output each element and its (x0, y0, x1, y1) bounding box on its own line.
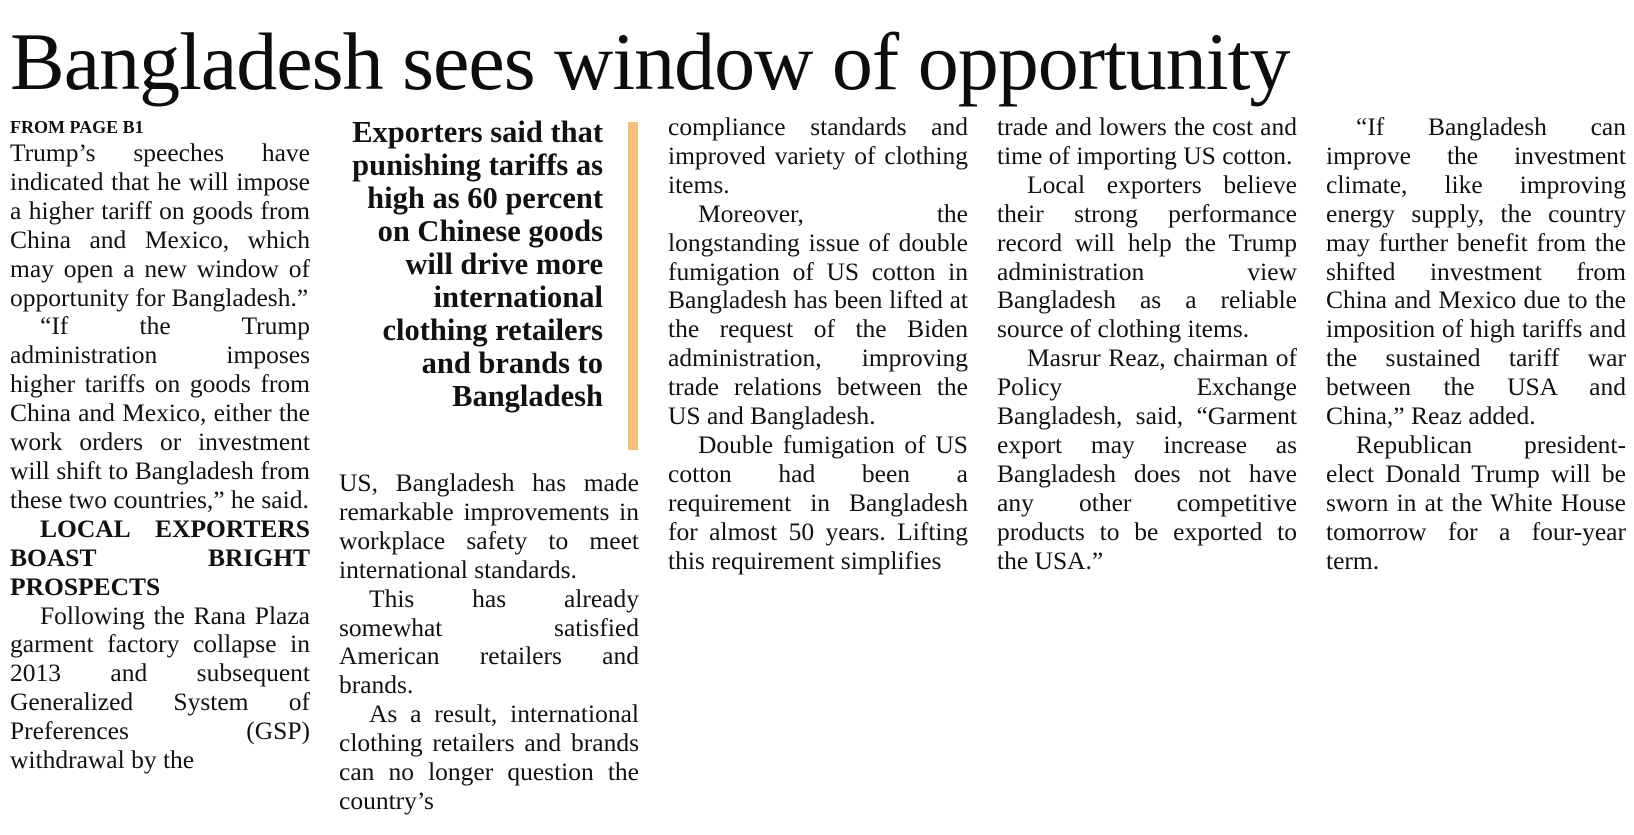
paragraph: As a result, international clothing retailers and brands can no longer question the country’s (339, 699, 639, 815)
headline: Bangladesh sees window of opportunity (10, 16, 1290, 107)
paragraph: Republican president-elect Donald Trump will be sworn in at the White House tomorrow for a four-year term. (1326, 429, 1626, 575)
paragraph: This has already somewhat satisfied American retailers and brands. (339, 583, 639, 700)
pull-quote-accent-bar (628, 122, 638, 450)
article-column-3 (668, 113, 968, 576)
article-column-5 (1326, 113, 1626, 576)
paragraph: compliance standards and improved variety of clothing items. (668, 112, 968, 199)
paragraph: Double fumigation of US cotton had been a requirement in Bangladesh for almost 50 years. Lifting this requirement simplifies (668, 429, 968, 575)
paragraph: Trump’s speeches have indicated that he will impose a higher tariff on goods from China and Mexico, which may open a new window of opportunity for Bangladesh.” (10, 138, 310, 312)
article-column-1 (10, 113, 310, 775)
paragraph: trade and lowers the cost and time of importing US cotton. (997, 112, 1297, 170)
paragraph: Moreover, the longstanding issue of double fumigation of US cotton in Bangladesh has been lifted at the request of the Biden administration, improving trade relations between the US and Bangladesh. (668, 198, 968, 431)
paragraph: Following the Rana Plaza garment factory collapse in 2013 and subsequent Generalized System of Preferences (GSP) withdrawal by the (10, 600, 310, 775)
paragraph: Masrur Reaz, chairman of Policy Exchange Bangladesh, said, “Garment export may increase as Bangladesh does not have any other competitive products to be exported to the USA.” (997, 343, 1297, 575)
section-subhead: LOCAL EXPORTERS BOAST BRIGHT PROSPECTS (10, 513, 310, 601)
paragraph: “If Bangladesh can improve the investment climate, like improving energy supply, the country may further benefit from the shifted investment from China and Mexico due to the imposition of high tariffs and the sustained tariff war between the USA and China,” Reaz added. (1326, 112, 1626, 431)
paragraph: US, Bangladesh has made remarkable improvements in workplace safety to meet international standards. (339, 468, 639, 584)
paragraph: Local exporters believe their strong performance record will help the Trump administration view Bangladesh as a reliable source of clothing items. (997, 169, 1297, 344)
pull-quote: Exporters said that punishing tariffs as high as 60 percent on Chinese goods will drive more international clothing retailers and brands to Bangladesh (352, 115, 603, 413)
article-column-4 (997, 113, 1297, 576)
article-column-2 (339, 469, 639, 816)
paragraph: “If the Trump administration imposes higher tariffs on goods from China and Mexico, either the work orders or investment will shift to Bangladesh from these two countries,” he said. (10, 311, 310, 514)
jump-line: FROM PAGE B1 (10, 117, 144, 137)
